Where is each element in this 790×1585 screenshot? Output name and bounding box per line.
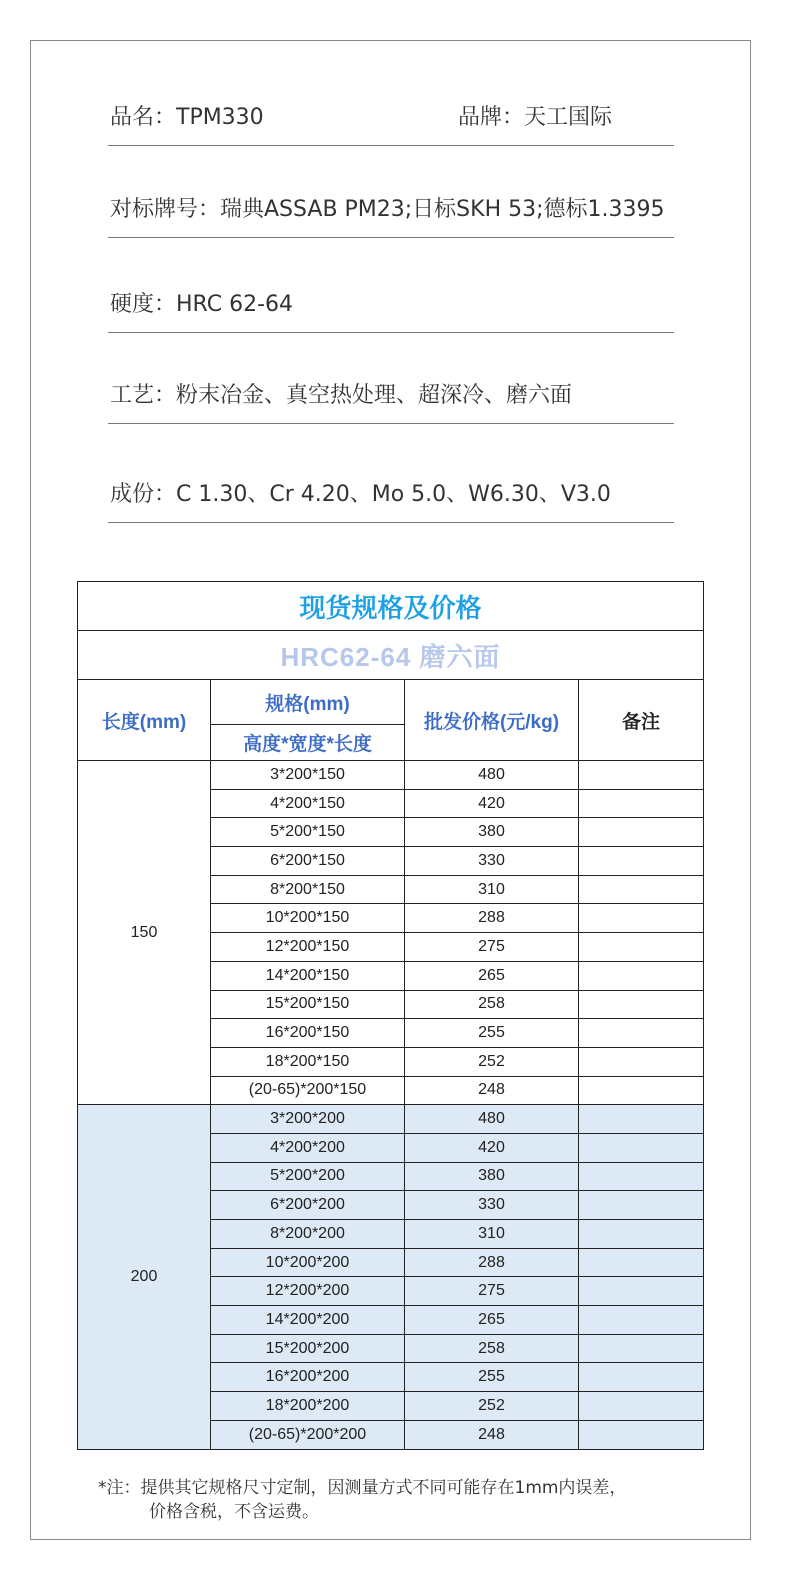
process: 工艺：粉末冶金、真空热处理、超深冷、磨六面 bbox=[110, 383, 573, 408]
price-cell: 258 bbox=[405, 990, 579, 1019]
price-cell: 288 bbox=[405, 1248, 579, 1277]
price-cell: 265 bbox=[405, 1306, 579, 1335]
footnote-line-1: *注：提供其它规格尺寸定制，因测量方式不同可能存在1mm内误差， bbox=[98, 1478, 627, 1498]
spec-cell: 5*200*150 bbox=[211, 818, 405, 847]
remark-cell bbox=[579, 1019, 704, 1048]
price-cell: 255 bbox=[405, 1363, 579, 1392]
table-row bbox=[78, 761, 704, 790]
product-name: 品名：TPM330 bbox=[110, 105, 264, 130]
footnote bbox=[98, 1476, 626, 1524]
price-cell: 480 bbox=[405, 761, 579, 790]
composition: 成份：C 1.30、Cr 4.20、Mo 5.0、W6.30、V3.0 bbox=[110, 482, 611, 507]
spec-cell: (20-65)*200*200 bbox=[211, 1420, 405, 1449]
remark-cell bbox=[579, 789, 704, 818]
spec-cell: 18*200*200 bbox=[211, 1392, 405, 1421]
price-cell: 248 bbox=[405, 1076, 579, 1105]
process-line bbox=[108, 375, 674, 424]
remark-cell bbox=[579, 1277, 704, 1306]
equivalent-grades: 对标牌号：瑞典ASSAB PM23;日标SKH 53;德标1.3395 bbox=[110, 197, 665, 222]
spec-cell: (20-65)*200*150 bbox=[211, 1076, 405, 1105]
price-cell: 265 bbox=[405, 961, 579, 990]
spec-cell: 18*200*150 bbox=[211, 1047, 405, 1076]
remark-cell bbox=[579, 1105, 704, 1134]
spec-cell: 3*200*150 bbox=[211, 761, 405, 790]
length-cell: 150 bbox=[78, 761, 211, 1105]
remark-cell bbox=[579, 875, 704, 904]
remark-cell bbox=[579, 904, 704, 933]
spec-cell: 16*200*150 bbox=[211, 1019, 405, 1048]
spec-cell: 12*200*200 bbox=[211, 1277, 405, 1306]
remark-cell bbox=[579, 1133, 704, 1162]
remark-cell bbox=[579, 1306, 704, 1335]
spec-cell: 15*200*200 bbox=[211, 1334, 405, 1363]
hardness-line bbox=[108, 280, 674, 333]
remark-cell bbox=[579, 961, 704, 990]
spec-cell: 5*200*200 bbox=[211, 1162, 405, 1191]
equivalents-line bbox=[108, 185, 674, 238]
remark-cell bbox=[579, 761, 704, 790]
remark-cell bbox=[579, 818, 704, 847]
price-cell: 258 bbox=[405, 1334, 579, 1363]
table-row bbox=[78, 1105, 704, 1134]
remark-cell bbox=[579, 933, 704, 962]
spec-cell: 8*200*150 bbox=[211, 875, 405, 904]
remark-cell bbox=[579, 1363, 704, 1392]
price-cell: 380 bbox=[405, 818, 579, 847]
spec-cell: 14*200*200 bbox=[211, 1306, 405, 1335]
remark-cell bbox=[579, 1076, 704, 1105]
price-cell: 310 bbox=[405, 875, 579, 904]
spec-cell: 10*200*150 bbox=[211, 904, 405, 933]
spec-cell: 12*200*150 bbox=[211, 933, 405, 962]
remark-cell bbox=[579, 990, 704, 1019]
price-cell: 380 bbox=[405, 1162, 579, 1191]
spec-cell: 15*200*150 bbox=[211, 990, 405, 1019]
header-remark: 备注 bbox=[579, 680, 704, 761]
price-cell: 248 bbox=[405, 1420, 579, 1449]
spec-cell: 14*200*150 bbox=[211, 961, 405, 990]
spec-cell: 6*200*150 bbox=[211, 847, 405, 876]
price-cell: 255 bbox=[405, 1019, 579, 1048]
remark-cell bbox=[579, 1334, 704, 1363]
spec-cell: 10*200*200 bbox=[211, 1248, 405, 1277]
remark-cell bbox=[579, 1162, 704, 1191]
spec-cell: 16*200*200 bbox=[211, 1363, 405, 1392]
header-spec: 规格(mm) bbox=[211, 680, 405, 725]
product-brand: 品牌：天工国际 bbox=[458, 105, 613, 130]
price-cell: 330 bbox=[405, 847, 579, 876]
price-cell: 252 bbox=[405, 1047, 579, 1076]
hardness: 硬度：HRC 62-64 bbox=[110, 292, 294, 317]
spec-cell: 4*200*150 bbox=[211, 789, 405, 818]
spec-cell: 8*200*200 bbox=[211, 1220, 405, 1249]
price-cell: 420 bbox=[405, 789, 579, 818]
price-cell: 252 bbox=[405, 1392, 579, 1421]
composition-line bbox=[108, 470, 674, 523]
remark-cell bbox=[579, 847, 704, 876]
spec-cell: 4*200*200 bbox=[211, 1133, 405, 1162]
remark-cell bbox=[579, 1248, 704, 1277]
price-cell: 275 bbox=[405, 1277, 579, 1306]
remark-cell bbox=[579, 1392, 704, 1421]
remark-cell bbox=[579, 1420, 704, 1449]
price-cell: 420 bbox=[405, 1133, 579, 1162]
price-table bbox=[77, 581, 704, 1450]
header-length: 长度(mm) bbox=[78, 680, 211, 761]
spec-cell: 3*200*200 bbox=[211, 1105, 405, 1134]
price-cell: 275 bbox=[405, 933, 579, 962]
price-cell: 330 bbox=[405, 1191, 579, 1220]
footnote-line-2: 价格含税，不含运费。 bbox=[149, 1502, 319, 1522]
header-price: 批发价格(元/kg) bbox=[405, 680, 579, 761]
remark-cell bbox=[579, 1047, 704, 1076]
header-spec-dims: 高度*宽度*长度 bbox=[211, 725, 405, 761]
remark-cell bbox=[579, 1220, 704, 1249]
price-cell: 288 bbox=[405, 904, 579, 933]
remark-cell bbox=[579, 1191, 704, 1220]
length-cell: 200 bbox=[78, 1105, 211, 1449]
table-body bbox=[78, 761, 704, 1450]
price-cell: 480 bbox=[405, 1105, 579, 1134]
spec-cell: 6*200*200 bbox=[211, 1191, 405, 1220]
table-title: 现货规格及价格 bbox=[78, 582, 704, 631]
name-brand-line bbox=[108, 92, 674, 146]
price-cell: 310 bbox=[405, 1220, 579, 1249]
table-subtitle: HRC62-64 磨六面 bbox=[78, 631, 704, 680]
